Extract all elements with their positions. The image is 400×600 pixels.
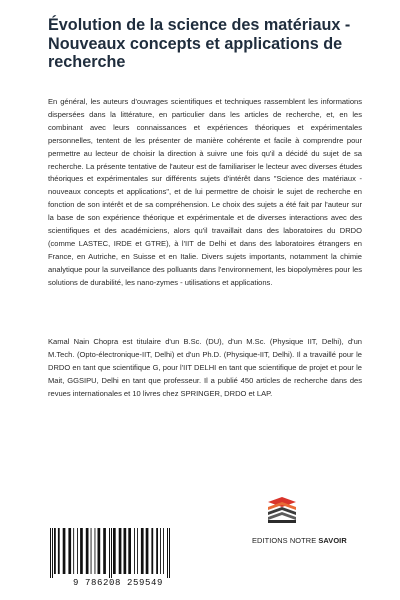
barcode-bar xyxy=(137,528,138,574)
barcode-bar xyxy=(113,528,116,574)
barcode-bar xyxy=(80,528,83,574)
barcode-bar xyxy=(58,528,60,574)
publisher-book-stack-icon xyxy=(266,496,298,524)
barcode-bar xyxy=(124,528,127,574)
barcode-bar xyxy=(169,528,170,578)
barcode-bar xyxy=(111,528,112,578)
publisher-name: EDITIONS NOTRE SAVOIR xyxy=(252,536,347,545)
barcode-bar xyxy=(52,528,53,578)
publisher-logo xyxy=(252,496,347,554)
barcode-bar xyxy=(160,528,161,574)
barcode-bar xyxy=(109,528,110,578)
book-summary-paragraph: En général, les auteurs d'ouvrages scientifiques et techniques rassemblent les informations dispersées dans la littérature, en particulier dans les articles de recherche, et, en les combinant avec leurs connaissances et expériences théoriques et expérimentales personnelles, tentent de les présenter de manière cohérente et facile à comprendre pour permettre au lecteur de choisir la direction à suivre une fois qu'il a décidé du sujet de sa recherche. La présente tentative de l'auteur est de familiariser le lecteur avec diverses études théoriques et expérimentales sur différents sujets d'intérêt dans "Science des matériaux - nouveaux concepts et applications", et de lui permettre de choisir le sujet de recherche en fonction de son intérêt et de sa compréhension. Le choix des sujets a été fait par l'auteur sur la base de son expérience théorique et expérimentale et de diverses interactions avec des scientifiques et des académiciens, alors qu'il travaillait dans des laboratoires du DRDO (comme LASTEC, IRDE et GTRE), à l'IIT de Delhi et dans des laboratoires étrangers en France, en Autriche, en Suisse et en Italie. Divers sujets importants, notamment la chimie analytique pour la surveillance des polluants dans l'environnement, les biopolymères pour les solutions de durabilité, les nano-zymes - utilisations et applications. xyxy=(48,97,362,287)
barcode-bar xyxy=(134,528,135,574)
isbn-number: 9 786208 259549 xyxy=(72,578,163,588)
barcode-bar xyxy=(128,528,131,574)
book-title: Évolution de la science des matériaux - Nouveaux concepts et applications de recherche xyxy=(48,16,351,72)
barcode-bar xyxy=(98,528,101,574)
barcode-bar xyxy=(141,528,144,574)
barcode-bar xyxy=(63,528,66,574)
barcode-bar xyxy=(50,528,51,578)
barcode-bar xyxy=(68,528,71,574)
barcode-bar xyxy=(54,528,56,574)
barcode-bar xyxy=(163,528,164,574)
barcode-bar xyxy=(146,528,149,574)
barcode-bar xyxy=(151,528,153,574)
barcode-bar xyxy=(95,528,96,574)
barcode-bar xyxy=(77,528,78,574)
barcode-bar xyxy=(103,528,106,574)
barcode-bar xyxy=(86,528,89,574)
barcode-bar xyxy=(156,528,158,574)
barcode-bar xyxy=(73,528,74,574)
barcode-bars xyxy=(48,528,186,578)
barcode-bar xyxy=(119,528,122,574)
barcode-bar xyxy=(91,528,92,574)
barcode-bar xyxy=(167,528,168,578)
isbn-barcode xyxy=(40,520,194,592)
author-bio-paragraph: Kamal Nain Chopra est titulaire d'un B.Sc. (DU), d'un M.Sc. (Physique IIT, Delhi), d'un M.Tech. (Opto-électronique-IIT, Delhi) et d'un Ph.D. (Physique-IIT, Delhi). Il a travaillé pour le DRDO en tant que scientifique G, pour l'IIT DELHI en tant que scientifique de projet et pour le Mait, GGSIPU, Delhi en tant que professeur. Il a publié 450 articles de recherche dans des revues internationales et 10 livres chez SPRINGER, DRDO et LAP. xyxy=(48,337,362,398)
